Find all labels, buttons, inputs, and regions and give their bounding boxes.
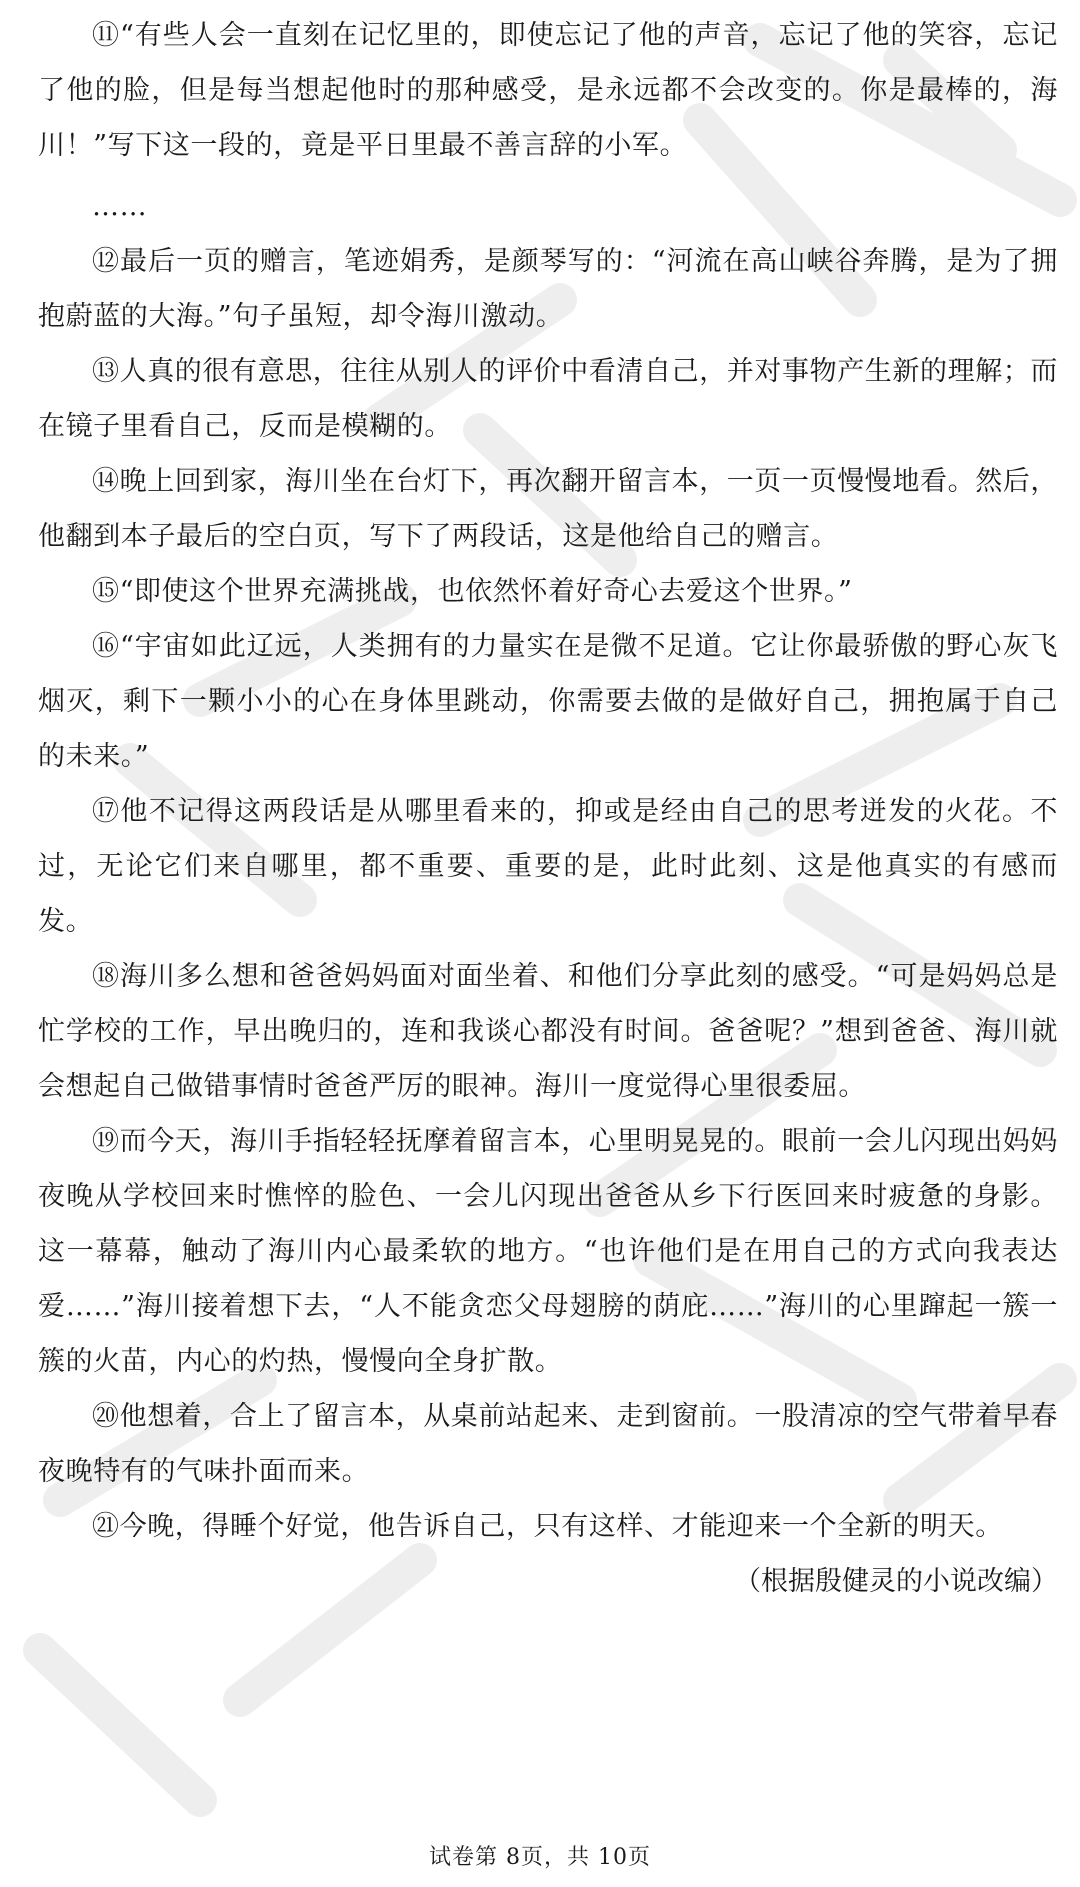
paragraph-20: ⑳他想着，合上了留言本，从桌前站起来、走到窗前。一股清凉的空气带着早春夜晚特有的气味扑面而来。 [38, 1401, 1058, 1487]
paragraph-14: ⑭晚上回到家，海川坐在台灯下，再次翻开留言本，一页一页慢慢地看。然后，他翻到本子最后的空白页，写下了两段话，这是他给自己的赠言。 [38, 466, 1058, 552]
article-body [38, 8, 1058, 1609]
paragraph-16: ⑯“宇宙如此辽远，人类拥有的力量实在是微不足道。它让你最骄傲的野心灰飞烟灭，剩下一颗小小的心在身体里跳动，你需要去做的是做好自己，拥抱属于自己的未来。” [38, 631, 1058, 772]
paragraph-17: ⑰他不记得这两段话是从哪里看来的，抑或是经由自己的思考迸发的火花。不过，无论它们来自哪里，都不重要、重要的是，此时此刻、这是他真实的有感而发。 [38, 796, 1058, 937]
paragraph-13: ⑬人真的很有意思，往往从别人的评价中看清自己，并对事物产生新的理解；而在镜子里看自己，反而是模糊的。 [38, 356, 1058, 442]
paragraph-12: ⑫最后一页的赠言，笔迹娟秀，是颜琴写的：“河流在高山峡谷奔腾，是为了拥抱蔚蓝的大海。”句子虽短，却令海川激动。 [38, 246, 1058, 332]
paragraph-ellipsis: …… [92, 191, 148, 222]
paragraph-18: ⑱海川多么想和爸爸妈妈面对面坐着、和他们分享此刻的感受。“可是妈妈总是忙学校的工作，早出晚归的，连和我谈心都没有时间。爸爸呢？”想到爸爸、海川就会想起自己做错事情时爸爸严厉的眼神。海川一度觉得心里很委屈。 [38, 961, 1058, 1102]
paragraph-15: ⑮“即使这个世界充满挑战，也依然怀着好奇心去爱这个世界。” [92, 576, 853, 607]
paragraph-11: ⑪“有些人会一直刻在记忆里的，即使忘记了他的声音，忘记了他的笑容，忘记了他的脸，但是每当想起他时的那种感受，是永远都不会改变的。你是最棒的，海川！”写下这一段的，竟是平日里最不善言辞的小军。 [38, 20, 1058, 161]
paragraph-21: ㉑今晚，得睡个好觉，他告诉自己，只有这样、才能迎来一个全新的明天。 [92, 1511, 1003, 1542]
paragraph-19: ⑲而今天，海川手指轻轻抚摩着留言本，心里明晃晃的。眼前一会儿闪现出妈妈夜晚从学校回来时憔悴的脸色、一会儿闪现出爸爸从乡下行医回来时疲惫的身影。这一幕幕，触动了海川内心最柔软的地方。“也许他们是在用自己的方式向我表达爱……”海川接着想下去，“人不能贪恋父母翅膀的荫庇……”海川的心里蹿起一簇一簇的火苗，内心的灼热，慢慢向全身扩散。 [38, 1126, 1058, 1377]
page-footer: 试卷第 8页，共 10页 [429, 1845, 651, 1870]
source-note: （根据殷健灵的小说改编） [734, 1566, 1058, 1597]
